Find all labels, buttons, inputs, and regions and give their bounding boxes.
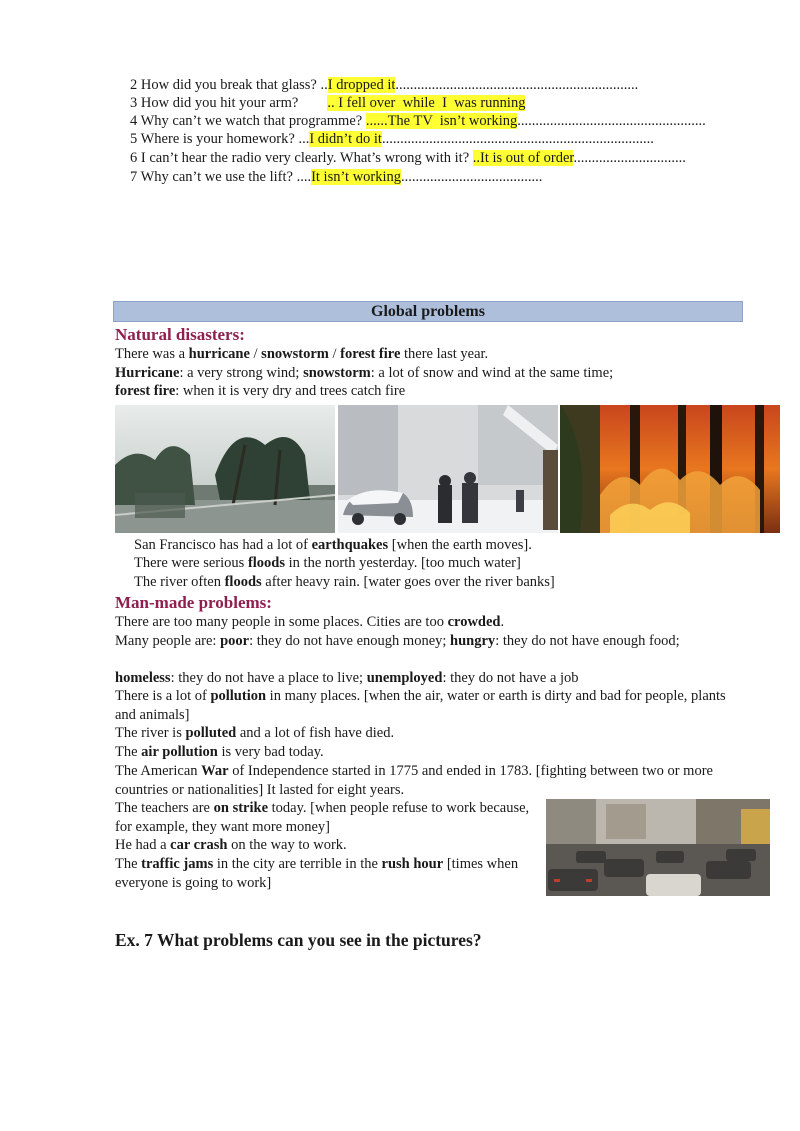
air-pollution-line: The air pollution is very bad today. [115, 744, 324, 760]
hurricane-photo [115, 405, 335, 533]
floods-line-1: There were serious floods in the north yesterday. [too much water] [134, 555, 521, 571]
snowstorm-photo [338, 405, 558, 533]
strike-line: The teachers are on strike today. [when people refuse to work because, for example, they want more money] [115, 800, 530, 835]
natural-line-1: There was a hurricane / snowstorm / forest fire there last year. [115, 346, 489, 362]
forest-fire-photo [560, 405, 780, 533]
answer-line: 3 How did you hit your arm? .. I fell over while I was running [130, 95, 526, 111]
car-crash-line: He had a car crash on the way to work. [115, 837, 347, 853]
war-line: The American War of Independence started in 1775 and ended in 1783. [fighting between two or more countries or nationalities] It lasted for eight years. [115, 763, 713, 798]
section-banner: Global problems [113, 301, 743, 322]
answer-line: 4 Why can’t we watch that programme? ......The TV isn’t working.................................................... [130, 113, 706, 129]
answer-line: 6 I can’t hear the radio very clearly. What’s wrong with it? ..It is out of order............................... [130, 150, 686, 166]
answer-line: 5 Where is your homework? ...I didn’t do it........................................................................... [130, 131, 654, 147]
poor-hungry-line: Many people are: poor: they do not have enough money; hungry: they do not have enough food; [115, 633, 680, 649]
earthquake-line: San Francisco has had a lot of earthquakes [when the earth moves]. [134, 537, 532, 553]
crowded-line: There are too many people in some places. Cities are too crowded. [115, 614, 505, 630]
homeless-line: homeless: they do not have a place to live; unemployed: they do not have a job [115, 670, 579, 686]
traffic-jam-photo [546, 799, 770, 896]
polluted-line: The river is polluted and a lot of fish have died. [115, 725, 395, 741]
man-made-heading: Man-made problems: [115, 593, 272, 612]
natural-disasters-heading: Natural disasters: [115, 325, 245, 344]
floods-line-2: The river often floods after heavy rain. [water goes over the river banks] [134, 574, 555, 590]
answer-line: 2 How did you break that glass? ..I dropped it................................................................... [130, 77, 639, 93]
traffic-jams-line: The traffic jams in the city are terrible in the rush hour [times when everyone is going to work] [115, 856, 519, 891]
natural-line-3: forest fire: when it is very dry and trees catch fire [115, 383, 406, 399]
pollution-line: There is a lot of pollution in many places. [when the air, water or earth is dirty and bad for people, plants and animals] [115, 688, 726, 723]
exercise-7-heading: Ex. 7 What problems can you see in the pictures? [115, 930, 482, 950]
answer-line: 7 Why can’t we use the lift? ....It isn’t working....................................... [130, 169, 543, 185]
natural-line-2: Hurricane: a very strong wind; snowstorm: a lot of snow and wind at the same time; [115, 365, 614, 381]
